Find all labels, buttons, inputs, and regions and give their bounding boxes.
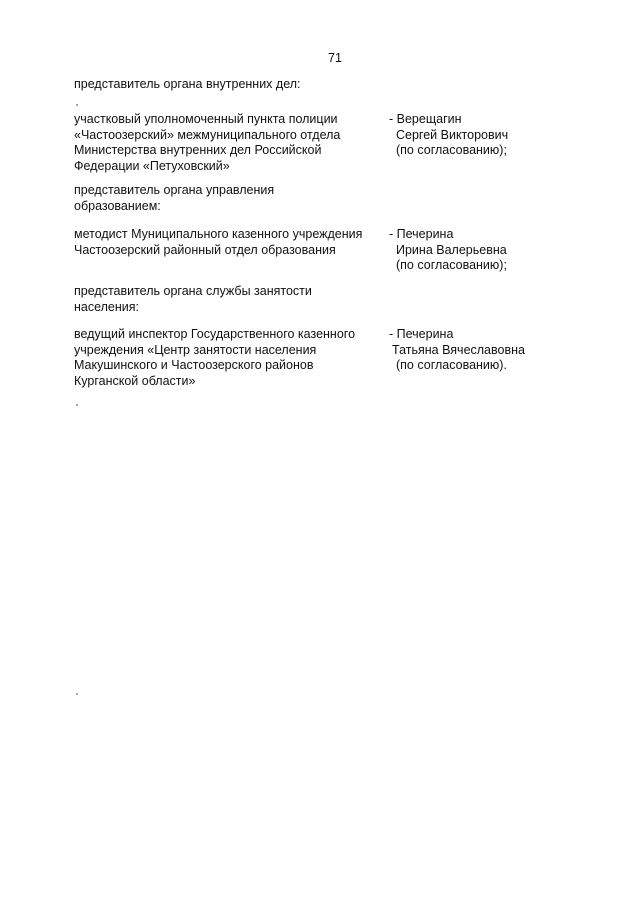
section-3-person-fullname: Татьяна Вячеславовна (392, 342, 525, 357)
page-number: 71 (328, 51, 342, 65)
section-1-person (389, 112, 559, 159)
section-2-person-fullname: Ирина Валерьевна (396, 242, 507, 257)
section-1-position-line-1: участковый уполномоченный пункта полиции (74, 112, 338, 126)
scan-speck (76, 404, 78, 406)
section-1-person-name: - Верещагин (389, 112, 462, 126)
section-3-person (389, 327, 559, 374)
section-3-person-name: - Печерина (389, 327, 454, 341)
section-2-position-line-1: методист Муниципального казенного учреждения (74, 227, 363, 241)
section-2-heading-line-1: представитель органа управления (74, 183, 275, 197)
section-2-person-name: - Печерина (389, 227, 454, 241)
section-1-position (74, 112, 384, 174)
section-3-position-line-1: ведущий инспектор Государственного казенного (74, 327, 356, 341)
section-2-heading-line-2: образованием: (74, 198, 161, 213)
section-2-person (389, 227, 559, 274)
section-1-person-note: (по согласованию); (396, 143, 507, 157)
section-3-heading-line-1: представитель органа службы занятости (74, 284, 312, 298)
section-1-heading (74, 77, 334, 93)
section-1-position-line-4: Федерации «Петуховский» (74, 158, 230, 173)
section-3-heading-line-2: населения: (74, 299, 140, 314)
section-1-position-line-3: Министерства внутренних дел Российской (74, 143, 322, 157)
section-1-person-fullname: Сергей Викторович (396, 127, 509, 142)
scan-speck (76, 104, 78, 106)
scan-speck (76, 693, 78, 695)
section-3-person-note: (по согласованию). (396, 358, 507, 372)
section-1-position-line-2: «Частоозерский» межмуниципального отдела (74, 127, 341, 142)
section-2-position (74, 227, 384, 258)
section-3-position (74, 327, 384, 389)
section-2-person-note: (по согласованию); (396, 258, 507, 272)
section-1-heading-line-1: представитель органа внутренних дел: (74, 77, 301, 91)
section-3-position-line-2: учреждения «Центр занятости населения (74, 342, 317, 357)
section-2-heading (74, 183, 334, 214)
section-2-position-line-2: Частоозерский районный отдел образования (74, 242, 336, 257)
section-3-position-line-3: Макушинского и Частоозерского районов (74, 358, 314, 372)
section-3-position-line-4: Курганской области» (74, 373, 196, 388)
section-3-heading (74, 284, 334, 315)
